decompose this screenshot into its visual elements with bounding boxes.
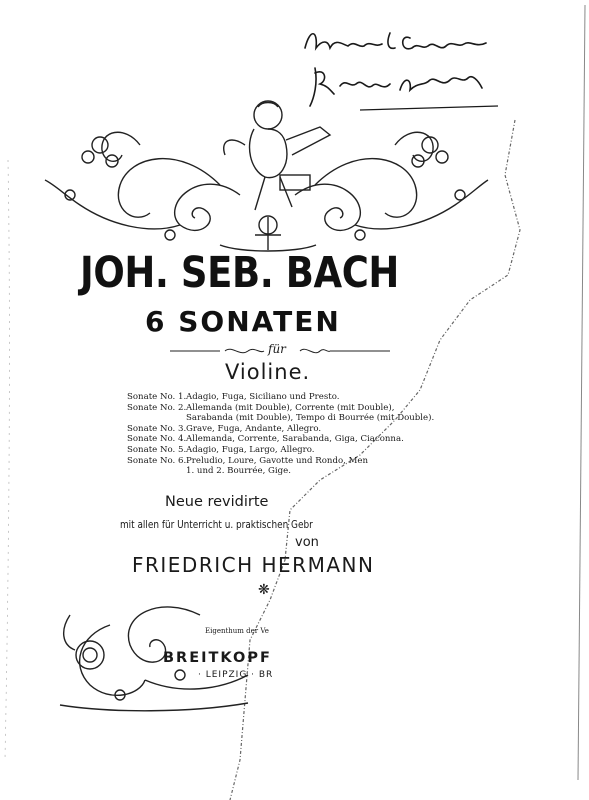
- sonata-item: [127, 424, 417, 435]
- sonata-number: Sonate No. 1.: [127, 392, 187, 402]
- sonata-number: Sonate No. 2.: [127, 402, 187, 413]
- editor-name: FRIEDRICH HERMANN: [132, 553, 375, 577]
- composer-name: JOH. SEB. BACH: [80, 248, 399, 298]
- work-title: 6 SONATEN: [145, 305, 341, 338]
- publisher-city: · LEIPZIG · BR: [198, 670, 274, 680]
- sonata-continuation: 1. und 2. Bourrée, Gige.: [186, 466, 291, 477]
- sonata-item: [127, 445, 417, 456]
- asterism-ornament: ❋: [258, 582, 270, 598]
- sonata-item: [127, 456, 417, 467]
- sonata-number: Sonate No. 4.: [127, 434, 187, 445]
- sonata-movements: Allemanda (mit Double), Corrente (mit Double),: [186, 402, 395, 413]
- floral-cherub-ornament: [40, 85, 490, 255]
- publisher-name: BREITKOPF: [163, 650, 272, 666]
- edition-line: Neue revidirte: [165, 494, 269, 510]
- sonata-movements: Adagio, Fuga, Siciliano und Presto.: [186, 392, 340, 402]
- instrument-separator: [160, 342, 410, 360]
- sonata-continuation: Sarabanda (mit Double), Tempo di Bourrée (mit Double).: [186, 413, 435, 424]
- sonata-number: Sonate No. 6.: [127, 455, 187, 466]
- instrument-name: Violine.: [225, 360, 311, 384]
- sonata-movements: Preludio, Loure, Gavotte und Rondo, Men: [186, 455, 369, 466]
- sonata-item: [127, 434, 417, 445]
- fuer-label: für: [268, 342, 286, 356]
- sonata-movements: Allemanda, Corrente, Sarabanda, Giga, Ciaconna.: [186, 434, 404, 445]
- sonata-movements: Grave, Fuga, Andante, Allegro.: [186, 423, 322, 434]
- sonata-item: [127, 403, 417, 414]
- sonata-item: [127, 392, 417, 403]
- sonata-movements: Adagio, Fuga, Largo, Allegro.: [186, 444, 315, 455]
- edition-purpose: mit allen für Unterricht u. praktischen Gebr: [120, 518, 313, 531]
- sonata-number: Sonate No. 3.: [127, 423, 187, 434]
- property-notice: Eigenthum der Ve: [205, 627, 269, 635]
- sonata-number: Sonate No. 5.: [127, 444, 187, 455]
- sonata-list: [127, 392, 435, 477]
- von-label: von: [295, 535, 319, 550]
